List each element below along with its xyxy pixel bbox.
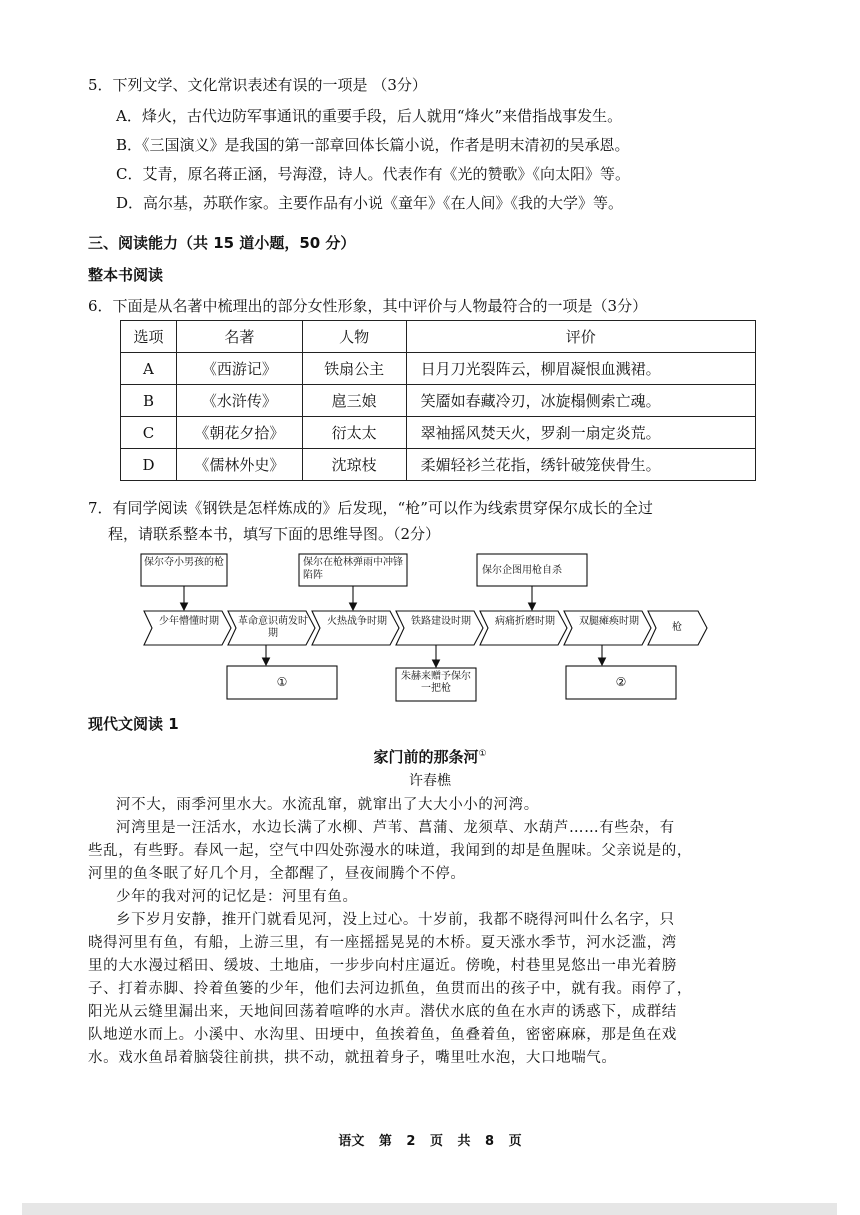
article-author: 许春樵 bbox=[409, 773, 451, 789]
paragraph-line: 晓得河里有鱼，有船，上游三里，有一座摇摇晃晃的木桥。夏天涨水季节，河水泛滥，湾 bbox=[88, 935, 677, 951]
paragraph-line: 少年的我对河的记忆是：河里有鱼。 bbox=[116, 889, 358, 905]
table-cell: 翠袖摇风焚天火，罗刹一扇定炎荒。 bbox=[406, 417, 755, 449]
paragraph-line: 队地逆水而上。小溪中、水沟里、田埂中，鱼挨着鱼，鱼叠着鱼，密密麻麻，那是鱼在戏 bbox=[88, 1027, 677, 1043]
stage-node-final: 枪 bbox=[672, 622, 682, 633]
table-cell: 《西游记》 bbox=[176, 353, 302, 385]
table-cell: C bbox=[121, 417, 177, 449]
q5-option-d: D．高尔基，苏联作家。主要作品有小说《童年》《在人间》《我的大学》等。 bbox=[116, 194, 624, 212]
table-row bbox=[121, 353, 756, 385]
stage-node: 病痛折磨时期 bbox=[495, 616, 555, 627]
mindmap-top-box-3: 保尔企图用枪自杀 bbox=[482, 565, 562, 576]
section-heading: 三、阅读能力（共 15 道小题，50 分） bbox=[88, 234, 356, 252]
stage-node: 少年懵懂时期 bbox=[159, 616, 219, 627]
page-footer: 语文 第 2 页 共 8 页 bbox=[338, 1134, 522, 1149]
table-cell: 《水浒传》 bbox=[176, 385, 302, 417]
answer-blank-1: ① bbox=[276, 675, 288, 689]
table-cell: A bbox=[121, 353, 177, 385]
table-cell: 衍太太 bbox=[302, 417, 406, 449]
table-header-row bbox=[121, 321, 756, 353]
paragraph-line: 子、打着赤脚、拎着鱼篓的少年，他们去河边抓鱼，鱼贯而出的孩子中，就有我。雨停了， bbox=[88, 981, 692, 997]
q5-option-a: A．烽火，古代边防军事通讯的重要手段，后人就用“烽火”来借指战事发生。 bbox=[116, 107, 623, 125]
table-row bbox=[121, 449, 756, 481]
header-cell: 名著 bbox=[176, 321, 302, 353]
answer-blank-2: ② bbox=[615, 675, 627, 689]
table-cell: 《朝花夕拾》 bbox=[176, 417, 302, 449]
mindmap-top-box-2: 保尔在枪林弹雨中冲锋陷阵 bbox=[303, 557, 403, 581]
table-cell: 铁扇公主 bbox=[302, 353, 406, 385]
table-cell: 笑靥如春藏冷刃，冰旋榻侧索亡魂。 bbox=[406, 385, 755, 417]
q7-stem-line2: 程，请联系整本书，填写下面的思维导图。（2分） bbox=[108, 525, 441, 543]
reading-heading: 现代文阅读 1 bbox=[88, 715, 179, 733]
mindmap-bottom-box: 朱赫来赠予保尔一把枪 bbox=[401, 671, 471, 694]
header-cell: 评价 bbox=[406, 321, 755, 353]
header-cell: 选项 bbox=[121, 321, 177, 353]
article-title bbox=[0, 746, 860, 767]
stage-node: 铁路建设时期 bbox=[411, 616, 471, 627]
q5-stem: 5．下列文学、文化常识表述有误的一项是 （3分） bbox=[88, 76, 427, 94]
table-cell: D bbox=[121, 449, 177, 481]
table-cell: B bbox=[121, 385, 177, 417]
q5-option-c: C．艾青，原名蒋正涵，号海澄，诗人。代表作有《光的赞歌》《向太阳》等。 bbox=[116, 165, 630, 183]
stage-node: 火热战争时期 bbox=[327, 616, 387, 627]
q6-table bbox=[120, 320, 756, 481]
table-row bbox=[121, 417, 756, 449]
stage-node: 双腿瘫痪时期 bbox=[579, 616, 639, 627]
paragraph-line: 乡下岁月安静，推开门就看见河，没上过心。十岁前，我都不晓得河叫什么名字，只 bbox=[116, 912, 675, 928]
stage-node: 革命意识萌发时期 bbox=[238, 616, 308, 639]
subsection-heading: 整本书阅读 bbox=[88, 266, 164, 284]
mindmap-top-box-1: 保尔夺小男孩的枪 bbox=[144, 557, 224, 568]
paragraph-line: 河湾里是一汪活水，水边长满了水柳、芦苇、菖蒲、龙须草、水葫芦……有些杂，有 bbox=[116, 820, 675, 836]
table-cell: 《儒林外史》 bbox=[176, 449, 302, 481]
header-cell: 人物 bbox=[302, 321, 406, 353]
paragraph-line: 水。戏水鱼昂着脑袋往前拱，拱不动，就扭着身子，嘴里吐水泡，大口地喘气。 bbox=[88, 1050, 617, 1066]
mind-map bbox=[140, 553, 720, 703]
q7-stem-line1: 7．有同学阅读《钢铁是怎样炼成的》后发现，“枪”可以作为线索贯穿保尔成长的全过 bbox=[88, 499, 653, 517]
paragraph-line: 里的大水漫过稻田、缓坡、土地庙，一步步向村庄逼近。傍晚，村巷里晃悠出一串光着膀 bbox=[88, 958, 677, 974]
horizontal-scrollbar[interactable] bbox=[22, 1203, 837, 1215]
table-cell: 扈三娘 bbox=[302, 385, 406, 417]
article-title-text: 家门前的那条河 bbox=[373, 748, 479, 766]
table-cell: 日月刀光裂阵云，柳眉凝恨血溅裙。 bbox=[406, 353, 755, 385]
paragraph-line: 河里的鱼冬眠了好几个月，全都醒了，昼夜闹腾个不停。 bbox=[88, 866, 466, 882]
table-cell: 柔媚轻衫兰花指，绣针破笼侠骨生。 bbox=[406, 449, 755, 481]
paragraph-line: 些乱，有些野。春风一起，空气中四处弥漫水的味道，我闻到的却是鱼腥味。父亲说是的， bbox=[88, 843, 692, 859]
paragraph-line: 阳光从云缝里漏出来，天地间回荡着喧哗的水声。潜伏水底的鱼在水声的诱惑下，成群结 bbox=[88, 1004, 677, 1020]
q6-stem: 6．下面是从名著中梳理出的部分女性形象，其中评价与人物最符合的一项是（3分） bbox=[88, 297, 648, 315]
paragraph-line: 河不大，雨季河里水大。水流乱窜，就窜出了大大小小的河湾。 bbox=[116, 797, 539, 813]
q5-option-b: B．《三国演义》是我国的第一部章回体长篇小说，作者是明末清初的吴承恩。 bbox=[116, 136, 630, 154]
table-row bbox=[121, 385, 756, 417]
table-cell: 沈琼枝 bbox=[302, 449, 406, 481]
footnote-mark: ① bbox=[478, 749, 487, 759]
